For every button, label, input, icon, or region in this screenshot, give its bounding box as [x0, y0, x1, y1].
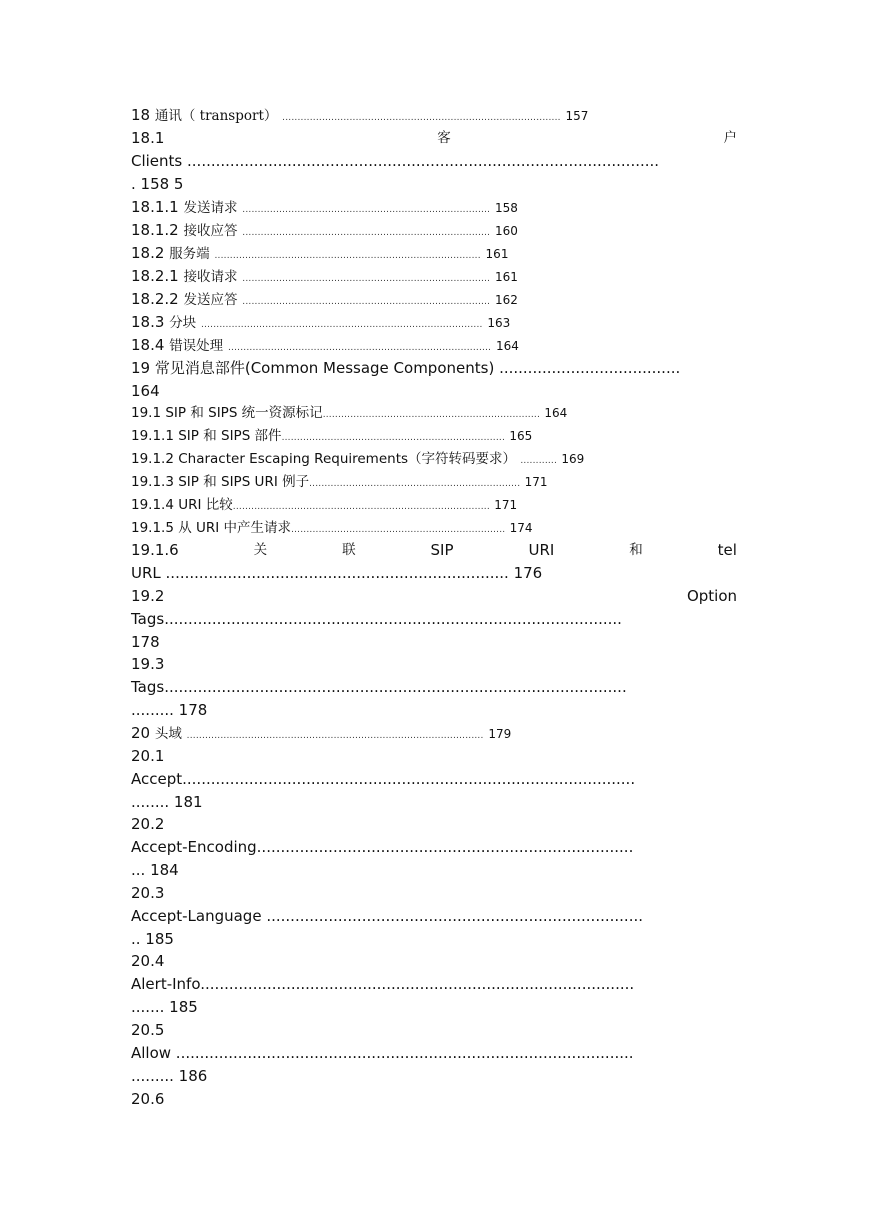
toc-page-number: 174 [509, 521, 533, 535]
toc-line: Accept-Encoding............................................................................... [131, 838, 634, 856]
toc-page-number: 157 [565, 109, 589, 123]
toc-leader: ................................................................................. [242, 228, 491, 238]
toc-page-number: 164 [544, 406, 568, 420]
toc-word: 关 [253, 542, 268, 558]
toc-entry-19-1-6[interactable] [131, 539, 737, 562]
toc-leader: ....................................................................... [322, 410, 541, 420]
toc-title: 19.1.3 SIP 和 SIPS URI 例子 [131, 474, 310, 490]
toc-title: 通讯（ transport） [154, 108, 278, 124]
toc-line: Accept............................................................................................... [131, 770, 636, 788]
toc-num: 19.2 [131, 587, 165, 605]
toc-title: 19.1 SIP 和 SIPS 统一资源标记 [131, 405, 323, 421]
toc-line: Tags................................................................................................ [131, 610, 622, 628]
toc-title: 服务端 [169, 246, 210, 262]
toc-entry-20-5[interactable]: 20.5 [131, 1021, 165, 1039]
toc-word: tel [717, 541, 737, 559]
toc-line: . 158 5 [131, 175, 184, 193]
toc-line: 164 [131, 382, 160, 400]
toc-page-number: 161 [485, 247, 509, 261]
toc-num: 18.1.1 [131, 198, 179, 216]
toc-line: Clients ................................................................................................... [131, 152, 660, 170]
toc-page-number: 171 [524, 475, 548, 489]
toc-entry-20-2[interactable]: 20.2 [131, 815, 165, 833]
toc-entry-19-3[interactable]: 19.3 [131, 655, 165, 673]
toc-num: 18 [131, 106, 151, 124]
toc-entry-18-1[interactable] [131, 127, 737, 150]
toc-title: 发送应答 [183, 292, 238, 308]
toc-entry-20-1[interactable]: 20.1 [131, 747, 165, 765]
toc-word: SIP [430, 541, 454, 559]
toc-leader: ............ [520, 456, 558, 466]
toc-entry-19-1-4[interactable] [131, 494, 517, 519]
toc-page-number: 179 [488, 727, 512, 741]
toc-line: ......... 178 [131, 701, 208, 719]
toc-num: 18.1 [131, 129, 165, 147]
toc-num: 18.2.2 [131, 290, 179, 308]
toc-title-part: 客 [437, 130, 451, 146]
toc-line: Alert-Info........................................................................................... [131, 975, 635, 993]
toc-title: 19.1.5 从 URI 中产生请求 [131, 520, 292, 536]
toc-line: Accept-Language ............................................................................... [131, 907, 644, 925]
toc-title: 头域 [154, 726, 182, 742]
toc-line: Tags................................................................................................. [131, 678, 627, 696]
toc-title: 发送请求 [183, 200, 238, 216]
toc-leader: ...................................................................... [291, 525, 506, 535]
toc-entry-19-1-3[interactable] [131, 471, 548, 496]
toc-num: 18.1.2 [131, 221, 179, 239]
toc-page-number: 161 [495, 270, 518, 284]
toc-page-number: 164 [495, 339, 519, 353]
toc-num: 18.2.1 [131, 267, 179, 285]
toc-line: ....... 185 [131, 998, 198, 1016]
toc-leader: ........................................................................................... [282, 113, 561, 123]
toc-title: Option [686, 587, 737, 605]
toc-leader: .................................................................................... [232, 502, 490, 512]
toc-title: 接收应答 [183, 223, 238, 239]
toc-leader: ......................................................................... [281, 433, 506, 443]
toc-title: 19.1.2 Character Escaping Requirements（字符转码要求） [131, 451, 517, 467]
toc-entry-20-6[interactable]: 20.6 [131, 1090, 165, 1108]
toc-leader: ................................................................................. [242, 297, 491, 307]
toc-title-part: 户 [723, 130, 737, 146]
toc-leader: ...................................................................................... [227, 343, 492, 353]
toc-num: 20 [131, 724, 151, 742]
toc-line: URL ........................................................................ 176 [131, 564, 543, 582]
toc-title: 19.1.4 URI 比较 [131, 497, 233, 513]
toc-leader: ..................................................................... [309, 479, 521, 489]
toc-num: 18.3 [131, 313, 165, 331]
toc-page-number: 158 [495, 201, 518, 215]
toc-entry-20[interactable] [131, 722, 511, 748]
toc-leader: ....................................................................................... [214, 251, 481, 261]
toc-entry-19-2[interactable] [131, 585, 737, 608]
toc-entry-20-3[interactable]: 20.3 [131, 884, 165, 902]
toc-leader: ................................................................................. [242, 274, 491, 284]
toc-num: 18.2 [131, 244, 165, 262]
toc-title: 19.1.1 SIP 和 SIPS 部件 [131, 428, 282, 444]
toc-entry-19-1[interactable] [131, 402, 567, 427]
toc-page-number: 162 [495, 293, 518, 307]
toc-line: .. 185 [131, 930, 174, 948]
toc-line: ......... 186 [131, 1067, 208, 1085]
toc-entry-19-1-2[interactable] [131, 448, 584, 473]
toc-page-number: 165 [509, 429, 533, 443]
toc-word: URI [528, 541, 555, 559]
toc-word: 19.1.6 [131, 541, 179, 559]
toc-page-number: 171 [494, 498, 518, 512]
toc-line: 178 [131, 633, 160, 651]
toc-title: 错误处理 [169, 338, 224, 354]
toc-leader: ................................................................................. [242, 205, 491, 215]
toc-line: ... 184 [131, 861, 179, 879]
toc-title: 接收请求 [183, 269, 238, 285]
toc-leader: ............................................................................................ [200, 320, 483, 330]
toc-entry-20-4[interactable]: 20.4 [131, 952, 165, 970]
toc-word: 和 [629, 542, 643, 558]
toc-page-number: 169 [561, 452, 585, 466]
toc-leader: ................................................................................................. [186, 731, 484, 741]
toc-line: ........ 181 [131, 793, 203, 811]
toc-line: Allow ................................................................................................ [131, 1044, 634, 1062]
toc-page-number: 160 [495, 224, 518, 238]
toc-entry-19[interactable]: 19 常见消息部件(Common Message Components) ...................................... [131, 359, 681, 377]
toc-title: 分块 [169, 315, 197, 331]
toc-entry-19-1-1[interactable] [131, 425, 532, 450]
toc-word: 联 [342, 542, 356, 558]
toc-page-number: 163 [487, 316, 511, 330]
toc-num: 18.4 [131, 336, 165, 354]
